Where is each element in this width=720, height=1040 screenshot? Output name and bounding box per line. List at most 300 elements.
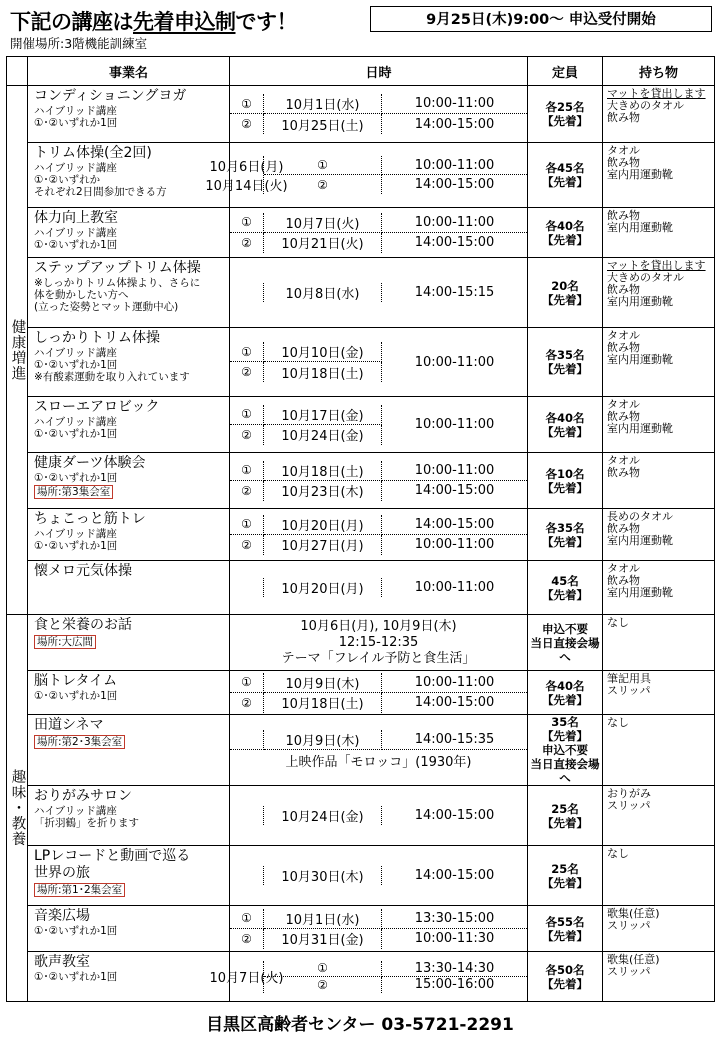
program-cell: [28, 561, 230, 615]
program-note: ①･②いずれか1回: [34, 540, 118, 552]
capacity-line: 【先着】: [542, 587, 588, 602]
bring-item: マットを貸出します: [607, 259, 706, 272]
bring-cell: [603, 561, 715, 615]
datetime-line: テーマ「フレイル予防と食生活」: [281, 650, 476, 666]
screening-title: 上映作品「モロッコ」(1930年): [285, 754, 472, 770]
page-title: [10, 6, 297, 36]
program-cell: [28, 786, 230, 846]
datetime-cell: [205, 143, 528, 208]
capacity-cell: [528, 143, 603, 208]
bring-item: 室内用運動靴: [607, 221, 673, 234]
bring-item: 飲み物: [607, 209, 640, 222]
schedule-table: [6, 56, 715, 1002]
capacity-cell: [528, 509, 603, 561]
session-time: 10:00-11:00: [382, 673, 527, 693]
bring-item: 歌集(任意): [607, 953, 660, 966]
program-name: おりがみサロン: [34, 788, 132, 804]
session-number: ①: [230, 213, 264, 233]
session-grid: [230, 909, 527, 949]
session-date: 10月9日(木): [264, 730, 382, 750]
bring-item: 飲み物: [607, 111, 640, 124]
session-number: ②: [230, 929, 264, 949]
session-number: ①: [230, 342, 264, 362]
bring-item: タオル: [607, 562, 640, 575]
session-number: ①: [230, 461, 264, 481]
session-number: ①: [230, 515, 264, 535]
bring-item: 飲み物: [607, 410, 640, 423]
session-number: ②: [230, 362, 264, 382]
program-note: ハイブリッド講座: [34, 162, 117, 174]
session-date: 10月24日(金): [264, 425, 382, 445]
bring-cell: [603, 453, 715, 509]
capacity-cell: [528, 258, 603, 328]
session-time: 10:00-11:30: [414, 931, 495, 946]
col-bring: 持ち物: [603, 57, 715, 86]
capacity-cell: [528, 671, 603, 715]
capacity-line: 【先着】: [542, 362, 588, 376]
session-grid: [230, 806, 527, 825]
session-time: 14:00-15:00: [382, 515, 527, 535]
capacity-line: 【先着】: [542, 534, 588, 549]
program-note: ①･②いずれか1回: [34, 359, 118, 371]
bring-item: 飲み物: [607, 466, 640, 479]
datetime-cell: [230, 328, 528, 397]
capacity-line: 各55名: [545, 914, 585, 929]
program-note: ハイブリッド講座: [34, 528, 117, 540]
session-time: 14:00-15:00: [414, 116, 495, 132]
bring-item: 筆記用具: [607, 672, 651, 685]
program-cell: [28, 615, 230, 671]
bring-item: 室内用運動靴: [607, 586, 673, 599]
bring-cell: [603, 786, 715, 846]
bring-cell: [603, 715, 715, 786]
program-name: 田道シネマ: [34, 717, 104, 733]
title-post: です！: [235, 10, 297, 34]
program-note: ①･②いずれか1回: [34, 428, 118, 440]
bring-item: 飲み物: [607, 574, 640, 587]
program-note: ①･②いずれか1回: [34, 472, 118, 484]
program-note: ①･②いずれか1回: [34, 690, 118, 702]
capacity-line: 各40名: [545, 410, 585, 425]
session-date: 10月7日(火): [230, 961, 264, 993]
session-number: [230, 806, 264, 825]
location-badge: 場所:第1･2集会室: [34, 883, 125, 897]
bring-item: なし: [607, 716, 629, 729]
session-number: ①: [264, 156, 382, 175]
bring-item: 飲み物: [607, 341, 640, 354]
bring-item: 飲み物: [607, 522, 640, 535]
table-row: [7, 786, 715, 846]
program-name: 体力向上教室: [34, 210, 118, 226]
capacity-line: 【先着】: [542, 424, 588, 439]
capacity-line: 35名: [551, 715, 579, 729]
session-number: ②: [230, 481, 264, 501]
footer-contact: 目黒区高齢者センター 03-5721-2291: [206, 1015, 514, 1035]
program-cell: [28, 453, 230, 509]
bring-cell: [603, 615, 715, 671]
session-grid: [209, 960, 527, 993]
program-note: ハイブリッド講座: [34, 805, 117, 817]
capacity-line: 【先着】: [542, 729, 588, 743]
bring-cell: [603, 143, 715, 208]
bring-item: マットを貸出します: [607, 87, 706, 100]
program-name: LPレコードと動画で巡る: [34, 848, 191, 864]
table-row: [7, 952, 715, 1002]
session-dates: [205, 156, 288, 194]
session-grid: [230, 578, 527, 597]
bring-item: 室内用運動靴: [607, 534, 673, 547]
session-time: 10:00-11:00: [414, 354, 495, 370]
session-grid: [230, 283, 527, 302]
bring-item: なし: [607, 616, 629, 629]
datetime-cell: [230, 786, 528, 846]
capacity-line: 45名: [551, 573, 579, 588]
program-cell: [28, 86, 230, 143]
session-date: 10月18日(土): [264, 362, 382, 382]
session-number: ①: [230, 909, 264, 929]
table-row: [7, 509, 715, 561]
program-cell: [28, 952, 230, 1002]
bring-item: スリッパ: [607, 965, 651, 978]
capacity-line: 【先着】: [542, 815, 588, 830]
program-cell: [28, 397, 230, 453]
datetime-cell: [230, 715, 528, 786]
session-time: 14:00-15:00: [414, 235, 495, 250]
bring-cell: [603, 952, 715, 1002]
session-number: ②: [230, 693, 264, 713]
bring-cell: [603, 671, 715, 715]
session-grid: [230, 213, 527, 253]
program-name: トリム体操(全2回): [34, 145, 152, 161]
datetime-cell: [230, 615, 528, 671]
program-name: ちょこっと筋トレ: [34, 511, 146, 527]
program-note: ①･②いずれか: [34, 174, 101, 186]
session-number: ①: [264, 961, 382, 977]
session-date: 10月27日(月): [264, 535, 382, 555]
session-time: 15:00-16:00: [414, 977, 495, 992]
session-time: 10:00-11:00: [382, 156, 527, 175]
bring-cell: [603, 906, 715, 952]
capacity-line: 申込不要: [542, 743, 588, 757]
session-time: 14:00-15:00: [414, 177, 495, 192]
session-time: 13:30-15:00: [382, 909, 527, 929]
session-time: 14:00-15:00: [414, 695, 495, 710]
program-name: ステップアップトリム体操: [34, 260, 201, 276]
bring-cell: [603, 328, 715, 397]
table-row: [7, 143, 715, 208]
table-row: [7, 328, 715, 397]
session-grid: [230, 730, 527, 770]
session-grid: [230, 405, 527, 445]
program-note: ※有酸素運動を取り入れています: [34, 371, 190, 383]
session-time: 10:00-11:00: [382, 94, 527, 114]
bring-item: スリッパ: [607, 799, 651, 812]
session-grid: [230, 342, 527, 382]
capacity-cell: [528, 86, 603, 143]
location-badge: 場所:大広間: [34, 635, 96, 649]
program-name: 食と栄養のお話: [34, 617, 132, 633]
datetime-cell: [230, 208, 528, 258]
datetime-cell: [230, 846, 528, 906]
datetime-cell: [230, 453, 528, 509]
capacity-line: 【先着】: [542, 232, 588, 247]
capacity-line: 各25名: [545, 100, 585, 114]
session-number: [230, 730, 264, 750]
bring-item: タオル: [607, 329, 640, 342]
bring-cell: [603, 258, 715, 328]
program-note: ①･②いずれか1回: [34, 117, 118, 129]
bring-item: 飲み物: [607, 156, 640, 169]
program-note: (立った姿勢とマット運動中心): [34, 301, 179, 313]
table-row: [7, 715, 715, 786]
session-date: 10月31日(金): [264, 929, 382, 949]
bring-item: 飲み物: [607, 283, 640, 296]
bring-item: 大きめのタオル: [607, 99, 684, 112]
program-name: 健康ダーツ体験会: [34, 455, 146, 471]
program-name: 脳トレタイム: [34, 673, 118, 689]
corner-cell: [7, 57, 28, 86]
header: [10, 4, 710, 58]
program-cell: [28, 328, 230, 397]
program-name: 懐メロ元気体操: [34, 563, 132, 579]
session-number: ②: [264, 175, 382, 194]
program-name: 音楽広場: [34, 908, 90, 924]
table-row: [7, 615, 715, 671]
program-note: ①･②いずれか1回: [34, 925, 118, 937]
col-datetime: 日時: [230, 57, 528, 86]
session-number: [230, 283, 264, 302]
table-row: [7, 561, 715, 615]
datetime-cell: [209, 952, 528, 1002]
capacity-line: 【先着】: [542, 692, 588, 707]
datetime-cell: [230, 86, 528, 143]
bring-item: おりがみ: [607, 787, 651, 800]
session-number: ②: [230, 425, 264, 445]
session-grid: [205, 156, 527, 194]
program-note: ハイブリッド講座: [34, 347, 117, 359]
location-badge: 場所:第3集会室: [34, 485, 113, 499]
session-time: 14:00-15:00: [414, 808, 495, 823]
capacity-cell: [528, 906, 603, 952]
capacity-cell: [528, 328, 603, 397]
session-grid: [230, 866, 527, 885]
session-date: 10月9日(木): [264, 673, 382, 693]
program-cell: [28, 143, 230, 208]
program-note: 体を動かしたい方へ: [34, 289, 129, 301]
capacity-cell: [528, 453, 603, 509]
application-start-notice: 9月25日(木)9:00～ 申込受付開始: [370, 6, 712, 32]
capacity-line: 【先着】: [542, 292, 588, 307]
session-date: 10月10日(金): [264, 342, 382, 362]
table-row: [7, 906, 715, 952]
bring-cell: [603, 397, 715, 453]
bring-item: 室内用運動靴: [607, 353, 673, 366]
bring-item: スリッパ: [607, 684, 651, 697]
program-name: スローエアロビック: [34, 399, 160, 415]
session-date: 10月21日(火): [264, 233, 382, 253]
session-date: 10月14日(火): [205, 179, 288, 194]
table-row: [7, 397, 715, 453]
capacity-cell: [528, 715, 603, 786]
session-time: 14:00-15:15: [414, 285, 495, 300]
session-time: 10:00-11:00: [414, 417, 495, 432]
venue-text: 開催場所:3階機能訓練室: [10, 36, 148, 51]
program-cell: [28, 671, 230, 715]
session-grid: [230, 673, 527, 713]
capacity-line: 【先着】: [542, 875, 588, 890]
datetime-cell: [230, 561, 528, 615]
session-date: 10月23日(木): [264, 481, 382, 501]
capacity-line: 各35名: [545, 348, 585, 362]
session-date: 10月30日(木): [264, 866, 382, 885]
capacity-line: 当日直接会場へ: [530, 757, 600, 785]
session-date: 10月18日(土): [264, 461, 382, 481]
program-note: 「折羽鶴」を折ります: [34, 817, 139, 829]
capacity-line: 【先着】: [542, 928, 588, 943]
session-date: 10月8日(水): [264, 283, 382, 302]
table-row: [7, 258, 715, 328]
bring-cell: [603, 846, 715, 906]
capacity-line: 各40名: [545, 678, 585, 693]
bring-item: なし: [607, 847, 629, 860]
program-name: 歌声教室: [34, 954, 90, 970]
program-note: ①･②いずれか1回: [34, 971, 118, 983]
session-number: [230, 578, 264, 597]
session-number: ②: [230, 233, 264, 253]
program-cell: [28, 846, 230, 906]
datetime-cell: [230, 258, 528, 328]
session-date: 10月1日(水): [264, 909, 382, 929]
session-date: 10月6日(月): [209, 160, 284, 175]
session-time: 14:00-15:00: [414, 483, 495, 498]
bring-cell: [603, 509, 715, 561]
capacity-line: 当日直接会場へ: [530, 635, 600, 664]
program-note: ①･②いずれか1回: [34, 239, 118, 251]
datetime-text: [230, 619, 527, 667]
session-number: ②: [264, 977, 382, 993]
program-name: しっかりトリム体操: [34, 330, 160, 346]
bring-cell: [603, 86, 715, 143]
col-capacity: 定員: [528, 57, 603, 86]
session-date: 10月7日(火): [264, 213, 382, 233]
session-date: 10月17日(金): [264, 405, 382, 425]
session-time: 10:00-11:00: [382, 461, 527, 481]
bring-item: タオル: [607, 398, 640, 411]
title-pre: 下記の講座は: [10, 10, 133, 34]
bring-cell: [603, 208, 715, 258]
program-note: ハイブリッド講座: [34, 227, 117, 239]
session-number: ①: [230, 94, 264, 114]
capacity-cell: [528, 952, 603, 1002]
bring-item: タオル: [607, 144, 640, 157]
session-time: 10:00-11:00: [414, 580, 495, 595]
session-number: ①: [230, 673, 264, 693]
capacity-line: 各10名: [545, 466, 585, 481]
capacity-line: 【先着】: [542, 175, 588, 189]
capacity-line: 【先着】: [542, 114, 588, 128]
bring-item: 長めのタオル: [607, 510, 673, 523]
bring-item: 歌集(任意): [607, 907, 660, 920]
datetime-line: 10月6日(月), 10月9日(木): [300, 618, 457, 634]
datetime-cell: [230, 671, 528, 715]
datetime-cell: [230, 509, 528, 561]
session-time: 13:30-14:30: [382, 961, 527, 977]
session-date: 10月20日(月): [264, 515, 382, 535]
header-row: [7, 57, 715, 86]
program-note: それぞれ2日間参加できる方: [34, 186, 167, 198]
capacity-cell: [528, 561, 603, 615]
session-grid: [230, 515, 527, 555]
program-cell: [28, 208, 230, 258]
session-time: 10:00-11:00: [382, 213, 527, 233]
table-row: [7, 86, 715, 143]
location-badge: 場所:第2･3集会室: [34, 735, 125, 749]
program-note: ※しっかりトリム体操より、さらに: [34, 277, 201, 289]
capacity-line: 各50名: [545, 962, 585, 977]
bring-item: 室内用運動靴: [607, 295, 673, 308]
bring-item: スリッパ: [607, 919, 651, 932]
capacity-cell: [528, 615, 603, 671]
title-emphasis: 先着申込制: [133, 10, 236, 34]
session-time: 14:00-15:00: [414, 868, 495, 883]
session-date: 10月1日(水): [264, 94, 382, 114]
capacity-cell: [528, 846, 603, 906]
session-date: 10月18日(土): [264, 693, 382, 713]
datetime-line: 12:15-12:35: [338, 634, 419, 650]
session-number: ①: [230, 405, 264, 425]
program-name-line2: 世界の旅: [34, 865, 90, 881]
session-time: 10:00-11:00: [414, 537, 495, 552]
program-name: コンディショニングヨガ: [34, 88, 187, 104]
capacity-line: 各40名: [545, 218, 585, 233]
capacity-line: 25名: [551, 801, 579, 816]
bring-item: 室内用運動靴: [607, 422, 673, 435]
datetime-cell: [230, 397, 528, 453]
category-hobby: 趣味・教養: [7, 615, 28, 1002]
capacity-cell: [528, 397, 603, 453]
datetime-cell: [230, 906, 528, 952]
session-number: ②: [230, 114, 264, 134]
table-row: [7, 846, 715, 906]
session-number: [230, 866, 264, 885]
category-health: 健康増進: [7, 86, 28, 615]
program-note: ハイブリッド講座: [34, 105, 117, 117]
session-grid: [230, 461, 527, 501]
capacity-line: 各45名: [545, 161, 585, 175]
bring-item: タオル: [607, 454, 640, 467]
table-row: [7, 208, 715, 258]
table-row: [7, 453, 715, 509]
session-time: 14:00-15:35: [382, 730, 527, 750]
capacity-line: 各35名: [545, 520, 585, 535]
session-date: 10月20日(月): [264, 578, 382, 597]
table-row: [7, 671, 715, 715]
program-cell: [28, 715, 230, 786]
session-date: 10月25日(土): [264, 114, 382, 134]
capacity-line: 20名: [551, 278, 579, 293]
capacity-line: 25名: [551, 861, 579, 876]
program-note: ハイブリッド講座: [34, 416, 117, 428]
capacity-line: 【先着】: [542, 976, 588, 991]
capacity-line: 【先着】: [542, 480, 588, 495]
program-cell: [28, 906, 230, 952]
col-program: 事業名: [28, 57, 230, 86]
bring-item: 室内用運動靴: [607, 168, 673, 181]
session-date: 10月24日(金): [264, 806, 382, 825]
program-cell: [28, 258, 230, 328]
session-grid: [230, 94, 527, 134]
program-cell: [28, 509, 230, 561]
